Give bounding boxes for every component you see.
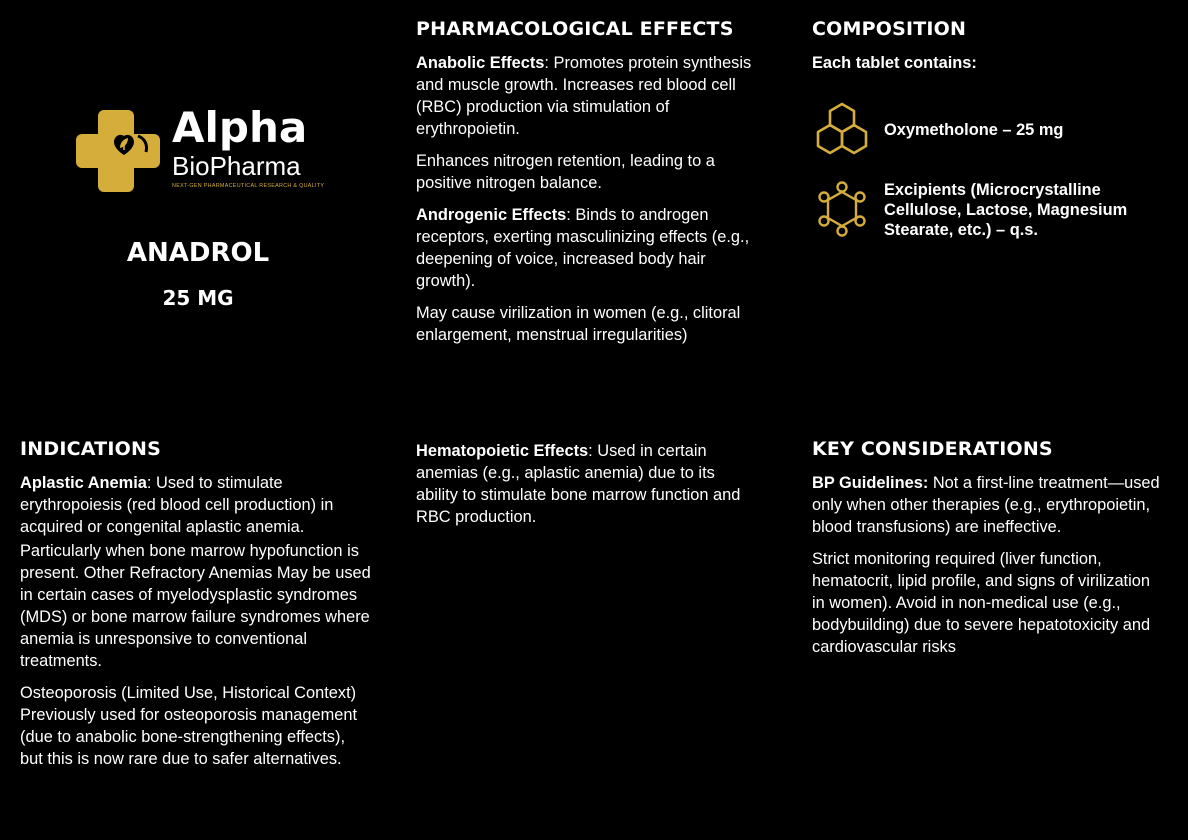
composition-heading: COMPOSITION (812, 18, 967, 40)
composition-item-text: Oxymetholone – 25 mg (884, 121, 1064, 139)
brand-name-secondary: BioPharma (172, 151, 301, 181)
guidelines-label: BP Guidelines: (812, 474, 929, 492)
product-name: ANADROL (126, 238, 270, 268)
hematopoietic-section (416, 440, 754, 538)
aplastic-text: : Used to stimulate erythropoiesis (red blood cell production) in acquired or congenital aplastic anemia. (20, 474, 334, 536)
androgenic-label: Androgenic Effects (416, 206, 567, 224)
androgenic-text: : Binds to androgen receptors, exerting masculinizing effects (e.g., deepening of voice, increased body hair growth). (416, 206, 750, 290)
composition-item-text: Excipients (Microcrystalline Cellulose, Lactose, Magnesium Stearate, etc.) – q.s. (884, 181, 1128, 239)
key-considerations-section (812, 438, 1162, 668)
pharmacological-heading: PHARMACOLOGICAL EFFECTS (416, 18, 734, 40)
brand-logo (74, 103, 334, 198)
composition-intro: Each tablet contains: (812, 54, 977, 72)
brand-name-primary: Alpha (172, 103, 308, 152)
guidelines-text: Not a first-line treatment—used only when other therapies (e.g., erythropoietin, blood transfusions) are ineffective. (812, 474, 1160, 536)
guidelines-paragraph (812, 472, 1162, 538)
hematopoietic-text: : Used in certain anemias (e.g., aplastic anemia) due to its ability to stimulate bone marrow function and RBC production. (416, 442, 741, 526)
virilization-paragraph: May cause virilization in women (e.g., clitoral enlargement, menstrual irregularities) (416, 304, 741, 344)
composition-section (812, 18, 1162, 84)
osteoporosis-paragraph: Osteoporosis (Limited Use, Historical Context) Previously used for osteoporosis management (due to anabolic bone-strengthening effects), but this is now rare due to safer alternatives. (20, 684, 358, 768)
androgenic-paragraph (416, 204, 754, 292)
medical-cross-leaf-icon (74, 106, 164, 196)
anabolic-text: : Promotes protein synthesis and muscle growth. Increases red blood cell (RBC) production via stimulation of erythropoietin. (416, 54, 752, 138)
anabolic-paragraph (416, 52, 754, 140)
nitrogen-paragraph: Enhances nitrogen retention, leading to a positive nitrogen balance. (416, 152, 715, 192)
composition-item (812, 102, 1162, 160)
aplastic-paragraph (20, 472, 372, 538)
pharmacological-section (416, 18, 754, 356)
composition-item (812, 180, 1162, 242)
hematopoietic-paragraph (416, 440, 754, 528)
brand-tagline: NEXT-GEN PHARMACEUTICAL RESEARCH & QUALITY (172, 183, 325, 189)
hematopoietic-label: Hematopoietic Effects (416, 442, 589, 460)
refractory-paragraph: Particularly when bone marrow hypofunction is present. Other Refractory Anemias May be used in certain cases of myelodysplastic syndromes (MDS) or bone marrow failure syndromes where anemia is unresponsive to conventional treatments. (20, 542, 371, 670)
indications-section (20, 438, 372, 780)
aplastic-label: Aplastic Anemia (20, 474, 147, 492)
ring-molecule-icon (812, 180, 872, 240)
hexagon-molecule-icon (812, 102, 872, 160)
indications-heading: INDICATIONS (20, 438, 161, 460)
product-dose: 25 MG (162, 286, 234, 310)
key-considerations-heading: KEY CONSIDERATIONS (812, 438, 1053, 460)
anabolic-label: Anabolic Effects (416, 54, 545, 72)
monitoring-paragraph: Strict monitoring required (liver function, hematocrit, lipid profile, and signs of virilization in women). Avoid in non-medical use (e.g., bodybuilding) due to severe hepatotoxicity and cardiovascular risks (812, 550, 1151, 656)
